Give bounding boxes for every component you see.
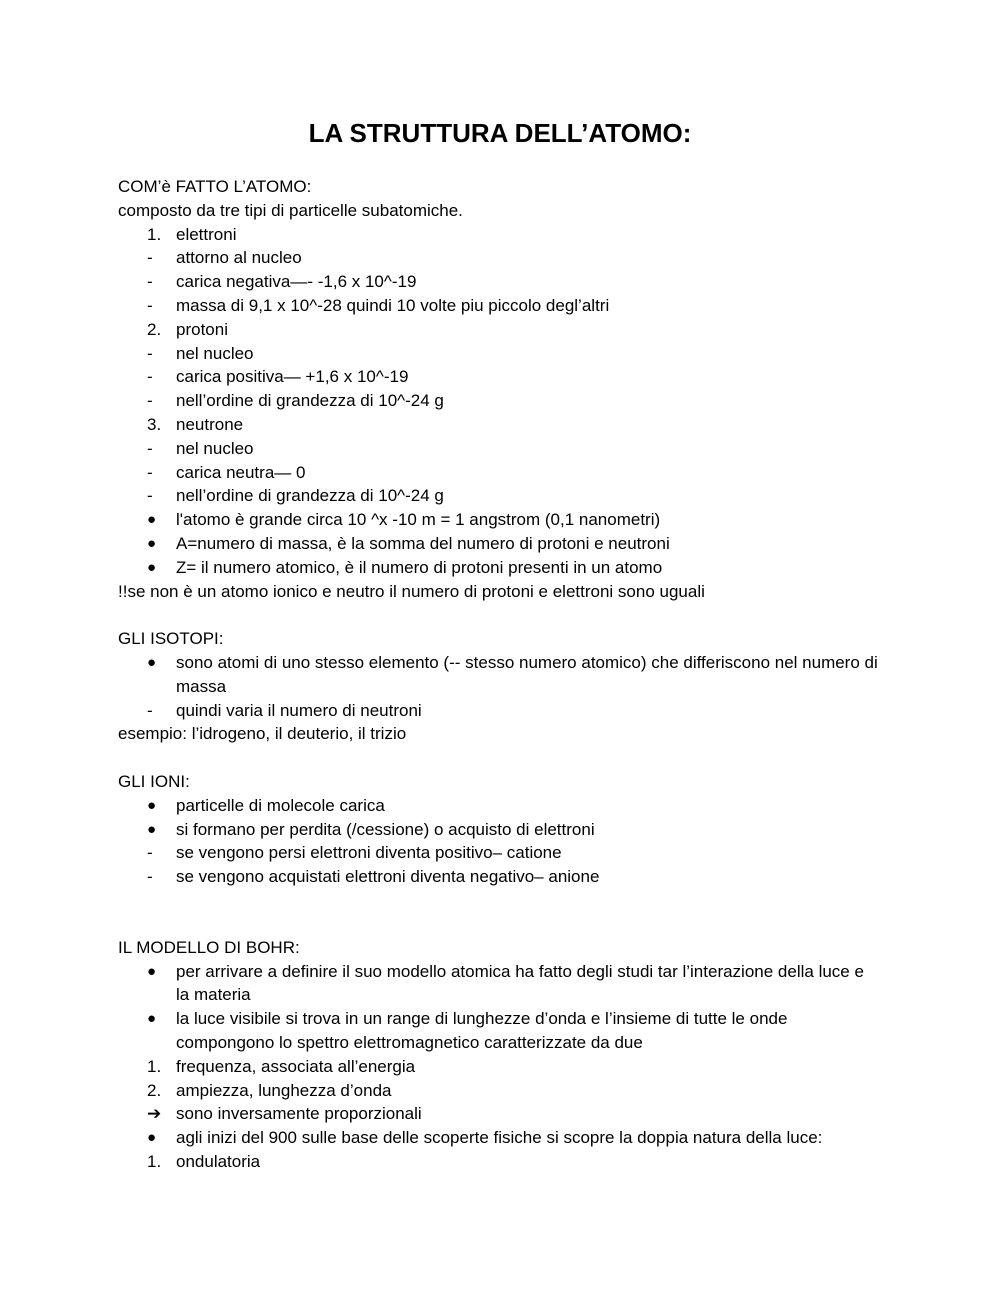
- dash-marker: -: [147, 272, 153, 292]
- document-title: LA STRUTTURA DELL’ATOMO:: [308, 118, 692, 148]
- list-item-text: per arrivare a definire il suo modello atomica ha fatto degli studi tar l’interazione della luce e la materia: [176, 961, 864, 1005]
- list-number: 1.: [147, 1152, 162, 1172]
- numbered-item: [118, 1055, 878, 1079]
- list-item-text: carica neutra— 0: [176, 462, 306, 482]
- list-item-text: A=numero di massa, è la somma del numero di protoni e neutroni: [176, 533, 670, 553]
- list-item-text: la luce visibile si trova in un range di lunghezze d’onda e l’insieme di tutte le onde compongono lo spettro elettromagnetico caratterizzate da due: [176, 1009, 788, 1053]
- bullet-marker: ●: [147, 511, 157, 529]
- dash-item: [118, 437, 878, 461]
- list-item-text: elettroni: [176, 224, 237, 244]
- numbered-item: [118, 318, 878, 342]
- bullet-marker: ●: [147, 796, 157, 814]
- numbered-item: [118, 1150, 878, 1174]
- dash-item: [118, 342, 878, 366]
- bullet-marker: ●: [147, 653, 157, 671]
- dash-item: [118, 699, 878, 723]
- dash-item: [118, 270, 878, 294]
- dash-marker: -: [147, 391, 153, 411]
- spacer: [118, 889, 878, 913]
- list-number: 2.: [147, 319, 162, 339]
- bullet-item: [118, 960, 878, 1008]
- numbered-item: [118, 223, 878, 247]
- list-item-text: quindi varia il numero di neutroni: [176, 700, 422, 720]
- dash-marker: -: [147, 700, 153, 720]
- spacer: [118, 746, 878, 770]
- atom-intro: composto da tre tipi di particelle subatomiche.: [118, 200, 463, 220]
- section-heading-atom: COM’è FATTO L’ATOMO:: [118, 177, 312, 196]
- dash-marker: -: [147, 438, 153, 458]
- dash-item: [118, 365, 878, 389]
- dash-item: [118, 294, 878, 318]
- bullet-item: [118, 556, 878, 580]
- list-item-text: massa di 9,1 x 10^-28 quindi 10 volte piu piccolo degl’altri: [176, 295, 610, 315]
- document-body: [118, 175, 878, 1174]
- list-item-text: nell’ordine di grandezza di 10^-24 g: [176, 486, 444, 506]
- list-item-text: ampiezza, lunghezza d’onda: [176, 1080, 392, 1100]
- dash-marker: -: [147, 867, 153, 887]
- bullet-item: [118, 818, 878, 842]
- list-item-text: nel nucleo: [176, 343, 254, 363]
- list-item-text: attorno al nucleo: [176, 248, 302, 268]
- bullet-item: [118, 1126, 878, 1150]
- dash-marker: -: [147, 343, 153, 363]
- isotopes-example: esempio: l’idrogeno, il deuterio, il trizio: [118, 724, 407, 744]
- section-heading-isotopes: GLI ISOTOPI:: [118, 629, 224, 649]
- dash-item: [118, 865, 878, 889]
- dash-item: [118, 246, 878, 270]
- list-number: 1.: [147, 224, 162, 244]
- list-item-text: particelle di molecole carica: [176, 795, 385, 815]
- dash-marker: -: [147, 295, 153, 315]
- atom-note: !!se non è un atomo ionico e neutro il numero di protoni e elettroni sono uguali: [118, 581, 705, 601]
- dash-item: [118, 841, 878, 865]
- spacer: [118, 913, 878, 936]
- list-item-text: sono atomi di uno stesso elemento (-- stesso numero atomico) che differiscono nel numero di massa: [176, 652, 878, 696]
- dash-marker: -: [147, 843, 153, 863]
- list-number: 1.: [147, 1056, 162, 1076]
- bullet-marker: ●: [147, 558, 157, 576]
- list-item-text: Z= il numero atomico, è il numero di protoni presenti in un atomo: [176, 557, 663, 577]
- section-heading-ions: GLI IONI:: [118, 771, 190, 791]
- list-item-text: si formano per perdita (/cessione) o acquisto di elettroni: [176, 819, 595, 839]
- list-item-text: nel nucleo: [176, 438, 254, 458]
- bullet-marker: ●: [147, 962, 157, 980]
- bullet-item: [118, 532, 878, 556]
- numbered-item: [118, 1079, 878, 1103]
- list-item-text: nell’ordine di grandezza di 10^-24 g: [176, 391, 444, 411]
- bullet-item: [118, 1007, 878, 1055]
- arrow-item: [118, 1102, 878, 1126]
- list-item-text: ondulatoria: [176, 1152, 261, 1172]
- list-item-text: carica positiva— +1,6 x 10^-19: [176, 367, 409, 387]
- bullet-marker: ●: [147, 1129, 157, 1147]
- arrow-icon: ➔: [147, 1104, 162, 1124]
- list-item-text: carica negativa—- -1,6 x 10^-19: [176, 272, 417, 292]
- dash-item: [118, 484, 878, 508]
- list-item-text: protoni: [176, 319, 228, 339]
- bullet-item: [118, 794, 878, 818]
- list-item-text: se vengono persi elettroni diventa positivo– catione: [176, 843, 562, 863]
- dash-marker: -: [147, 486, 153, 506]
- dash-marker: -: [147, 248, 153, 268]
- list-item-text: agli inizi del 900 sulle base delle scoperte fisiche si scopre la doppia natura della luce:: [176, 1128, 823, 1148]
- bullet-item: [118, 651, 878, 699]
- bullet-item: [118, 508, 878, 532]
- list-item-text: sono inversamente proporzionali: [176, 1104, 422, 1124]
- dash-item: [118, 461, 878, 485]
- bullet-marker: ●: [147, 534, 157, 552]
- section-heading-bohr: IL MODELLO DI BOHR:: [118, 937, 300, 957]
- list-item-text: neutrone: [176, 414, 244, 434]
- list-item-text: se vengono acquistati elettroni diventa negativo– anione: [176, 867, 600, 887]
- numbered-item: [118, 413, 878, 437]
- list-number: 3.: [147, 414, 162, 434]
- list-number: 2.: [147, 1080, 162, 1100]
- dash-marker: -: [147, 367, 153, 387]
- list-item-text: frequenza, associata all’energia: [176, 1056, 416, 1076]
- dash-marker: -: [147, 462, 153, 482]
- list-item-text: l'atomo è grande circa 10 ^x -10 m = 1 angstrom (0,1 nanometri): [176, 510, 661, 530]
- bullet-marker: ●: [147, 820, 157, 838]
- dash-item: [118, 389, 878, 413]
- bullet-marker: ●: [147, 1010, 157, 1028]
- spacer: [118, 603, 878, 627]
